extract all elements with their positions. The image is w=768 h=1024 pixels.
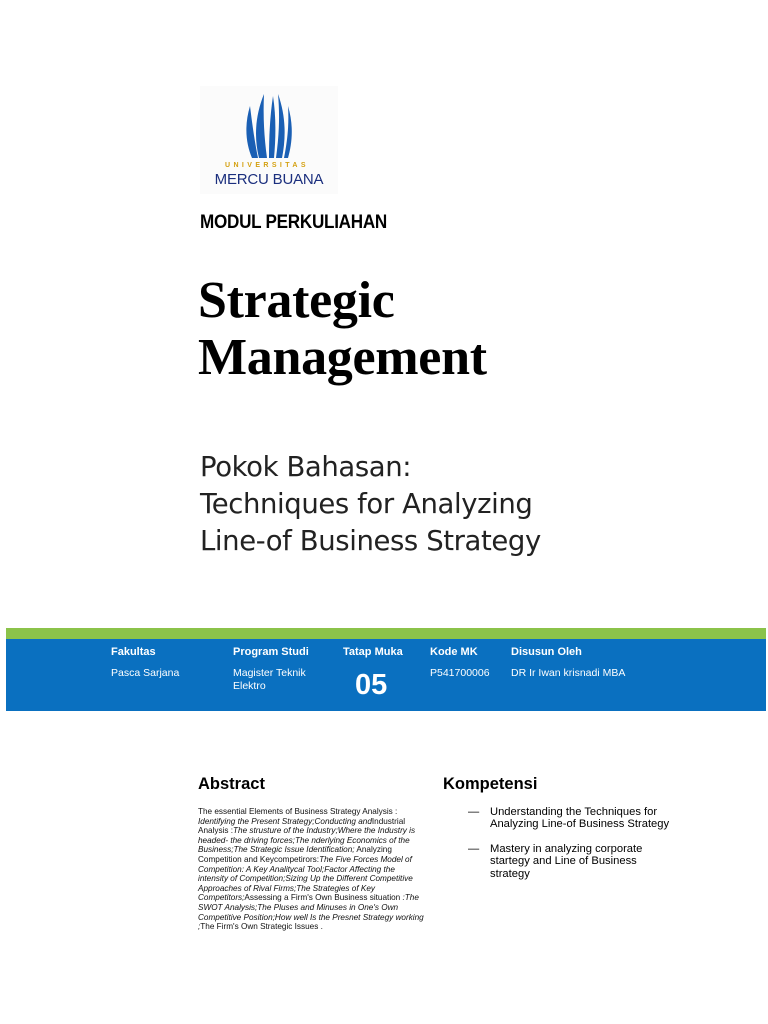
kompetensi-item-text: Mastery in analyzing corporate startegy and Line of Business strategy	[490, 842, 643, 880]
program-studi-label: Program Studi	[233, 646, 309, 658]
kompetensi-item-text: Understanding the Techniques for Analyzing Line-of Business Strategy	[490, 806, 670, 831]
program-studi-line-1: Magister Teknik	[233, 667, 306, 679]
page-title	[198, 272, 487, 386]
fakultas-value: Pasca Sarjana	[111, 667, 180, 679]
program-studi-line-2: Elektro	[233, 680, 266, 692]
subtitle-line-1: Pokok Bahasan:	[200, 451, 412, 483]
title-line-1: Strategic	[198, 272, 395, 329]
abstract-text	[198, 807, 426, 932]
kompetensi-list	[468, 806, 678, 892]
abstract-part-10: The Firm's Own Strategic Issues	[200, 922, 319, 932]
abstract-part-8: :The SWOT Analysis;	[198, 893, 419, 912]
title-line-2: Management	[198, 329, 487, 386]
accent-bar	[6, 628, 766, 639]
disusun-oleh-value: DR Ir Iwan krisnadi MBA	[511, 667, 626, 679]
subtitle-line-3: Line-of Business Strategy	[200, 525, 541, 557]
logo-university-name: MERCU BUANA	[214, 171, 324, 188]
kompetensi-heading: Kompetensi	[443, 775, 538, 793]
logo-universitas-text: UNIVERSITAS	[225, 162, 309, 169]
list-item	[468, 843, 678, 880]
abstract-part-3: Industrial Analysis :	[198, 816, 406, 836]
abstract-part-2: Identifying the Present Strategy;Conducting and	[198, 816, 372, 826]
dash-bullet: —	[468, 806, 480, 818]
tatap-muka-value: 05	[355, 669, 388, 701]
dash-bullet: —	[468, 842, 480, 855]
abstract-part-4: The strusture of the Industry;Where the Industry is headed- the driving forces;The nderlying Economics of the Business;The Strategic Issue Identification;	[198, 826, 416, 855]
abstract-part-7: Assessing a Firm's Own Business situation	[244, 893, 401, 903]
tatap-muka-label: Tatap Muka	[343, 646, 403, 658]
modul-label: MODUL PERKULIAHAN	[200, 212, 388, 233]
abstract-heading: Abstract	[198, 775, 265, 793]
abstract-part-9: The Pluses and Minuses in One's Own Competitive Position;How well Is the Presnet Strategy working ;	[198, 902, 424, 932]
abstract-part-6: The Five Forces Model of Competition: A Key Analitycal Tool;Factor Affecting the intensity of Competition;Sizing Up the Different Competitive Approaches of Rival Firms;The Strategies of Key Competitors;	[198, 854, 413, 903]
kode-mk-label: Kode MK	[430, 646, 478, 658]
list-item	[468, 806, 678, 831]
abstract-part-5: Analyzing Competition and Keycompetirors:	[198, 845, 392, 864]
subtitle-line-2: Techniques for Analyzing	[200, 488, 533, 520]
disusun-oleh-label: Disusun Oleh	[511, 646, 582, 658]
abstract-part-1: The essential Elements of Business Strategy Analysis :	[198, 807, 398, 816]
subtitle	[200, 449, 541, 560]
abstract-part-11: .	[318, 922, 323, 932]
program-studi-value	[233, 667, 306, 693]
course-info-band	[6, 639, 766, 711]
kode-mk-value: P541700006	[430, 667, 490, 679]
logo-flame-icon	[200, 86, 338, 166]
fakultas-label: Fakultas	[111, 646, 156, 658]
